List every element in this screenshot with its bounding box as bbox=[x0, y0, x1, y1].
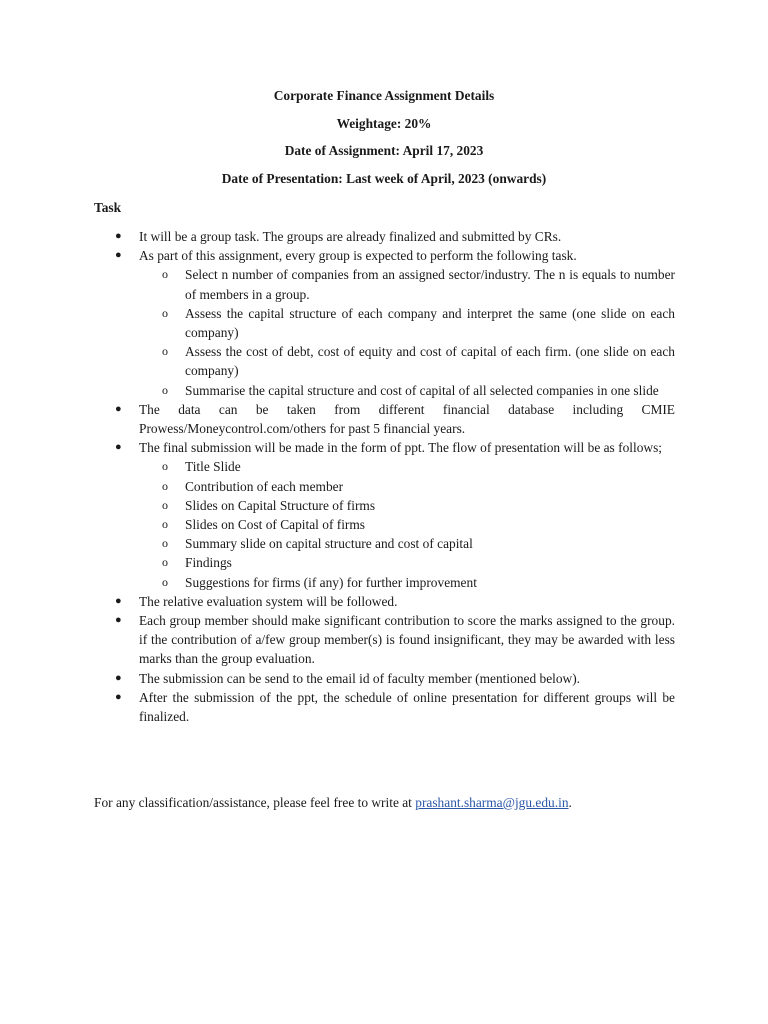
sub-bullet-icon: o bbox=[162, 555, 168, 570]
bullet-text: The relative evaluation system will be followed. bbox=[139, 593, 398, 609]
sub-bullet-text: Assess the cost of debt, cost of equity and cost of capital of each firm. (one slide on each company) bbox=[185, 344, 675, 379]
sub-bullet-item bbox=[139, 534, 675, 553]
sub-bullet-item bbox=[139, 553, 675, 572]
email-link[interactable]: prashant.sharma@jgu.edu.in bbox=[415, 795, 569, 810]
task-list bbox=[94, 227, 675, 726]
weightage-line: Weightage: 20% bbox=[336, 115, 432, 131]
date-of-assignment: Date of Assignment: April 17, 2023 bbox=[284, 143, 484, 158]
sub-bullet-text: Slides on Capital Structure of firms bbox=[185, 497, 376, 513]
bullet-item bbox=[94, 400, 675, 438]
sub-bullet-text: Title Slide bbox=[185, 459, 241, 475]
bullet-icon: ● bbox=[115, 402, 122, 415]
sub-bullet-icon: o bbox=[162, 536, 168, 551]
bullet-item bbox=[94, 669, 675, 688]
sub-bullet-item bbox=[139, 573, 675, 592]
sub-bullet-icon: o bbox=[162, 267, 168, 282]
sub-bullet-icon: o bbox=[162, 497, 168, 512]
bullet-item bbox=[94, 688, 675, 726]
sub-bullet-list bbox=[139, 457, 675, 591]
sub-bullet-item bbox=[139, 457, 675, 476]
sub-bullet-item bbox=[139, 515, 675, 534]
bullet-icon: ● bbox=[115, 249, 122, 262]
footer-suffix: . bbox=[568, 795, 572, 810]
sub-bullet-text: Findings bbox=[185, 555, 232, 571]
sub-bullet-item bbox=[139, 381, 675, 400]
sub-bullet-icon: o bbox=[162, 382, 168, 397]
sub-bullet-list bbox=[139, 265, 675, 399]
sub-bullet-icon: o bbox=[162, 344, 168, 359]
bullet-text: It will be a group task. The groups are already finalized and submitted by CRs. bbox=[139, 229, 562, 244]
bullet-icon: ● bbox=[115, 594, 122, 607]
sub-bullet-item bbox=[139, 496, 675, 515]
bullet-text: As part of this assignment, every group is expected to perform the following task. bbox=[139, 248, 577, 264]
footer-text: For any classification/assistance, please feel free to write at bbox=[94, 795, 416, 810]
sub-bullet-text: Slides on Cost of Capital of firms bbox=[185, 517, 366, 533]
sub-bullet-text: Select n number of companies from an assigned sector/industry. The n is equals to number of members in a group. bbox=[185, 267, 675, 302]
sub-bullet-text: Summarise the capital structure and cost of capital of all selected companies in one slide bbox=[185, 382, 659, 398]
bullet-item bbox=[94, 438, 675, 592]
bullet-item bbox=[94, 592, 675, 611]
sub-bullet-item bbox=[139, 342, 675, 380]
sub-bullet-icon: o bbox=[162, 305, 168, 320]
bullet-text: Each group member should make significant contribution to score the marks assigned to the group. if the contribution of a/few group member(s) is found insignificant, they may be awarded with less marks than the group evaluation. bbox=[139, 613, 675, 667]
sub-bullet-text: Summary slide on capital structure and cost of capital bbox=[185, 536, 473, 552]
task-heading: Task bbox=[94, 200, 122, 215]
bullet-text: The submission can be send to the email id of faculty member (mentioned below). bbox=[139, 670, 581, 686]
sub-bullet-icon: o bbox=[162, 517, 168, 532]
bullet-text: The data can be taken from different financial database including CMIE Prowess/Moneycontrol.com/others for past 5 financial years. bbox=[139, 401, 675, 437]
bullet-icon: ● bbox=[115, 441, 122, 454]
document-headings bbox=[0, 86, 768, 196]
bullet-list bbox=[94, 227, 675, 726]
sub-bullet-item bbox=[139, 304, 675, 342]
sub-bullet-item bbox=[139, 265, 675, 303]
bullet-text: The final submission will be made in the form of ppt. The flow of presentation will be as follows; bbox=[139, 440, 663, 456]
sub-bullet-icon: o bbox=[162, 574, 168, 589]
document-title: Corporate Finance Assignment Details bbox=[273, 88, 495, 103]
bullet-icon: ● bbox=[115, 671, 122, 684]
footer-contact bbox=[94, 793, 572, 812]
bullet-item bbox=[94, 227, 675, 246]
bullet-icon: ● bbox=[115, 614, 122, 627]
bullet-item bbox=[94, 246, 675, 400]
sub-bullet-text: Assess the capital structure of each company and interpret the same (one slide on each company) bbox=[185, 305, 675, 341]
bullet-icon: ● bbox=[115, 230, 122, 242]
sub-bullet-item bbox=[139, 477, 675, 496]
bullet-icon: ● bbox=[115, 690, 122, 703]
bullet-item bbox=[94, 611, 675, 669]
sub-bullet-icon: o bbox=[162, 459, 168, 474]
date-of-presentation: Date of Presentation: Last week of April, 2023 (onwards) bbox=[221, 170, 547, 186]
sub-bullet-text: Suggestions for firms (if any) for further improvement bbox=[185, 574, 477, 590]
bullet-text: After the submission of the ppt, the schedule of online presentation for different groups will be finalized. bbox=[139, 689, 675, 725]
sub-bullet-icon: o bbox=[162, 478, 168, 493]
sub-bullet-text: Contribution of each member bbox=[185, 478, 344, 494]
